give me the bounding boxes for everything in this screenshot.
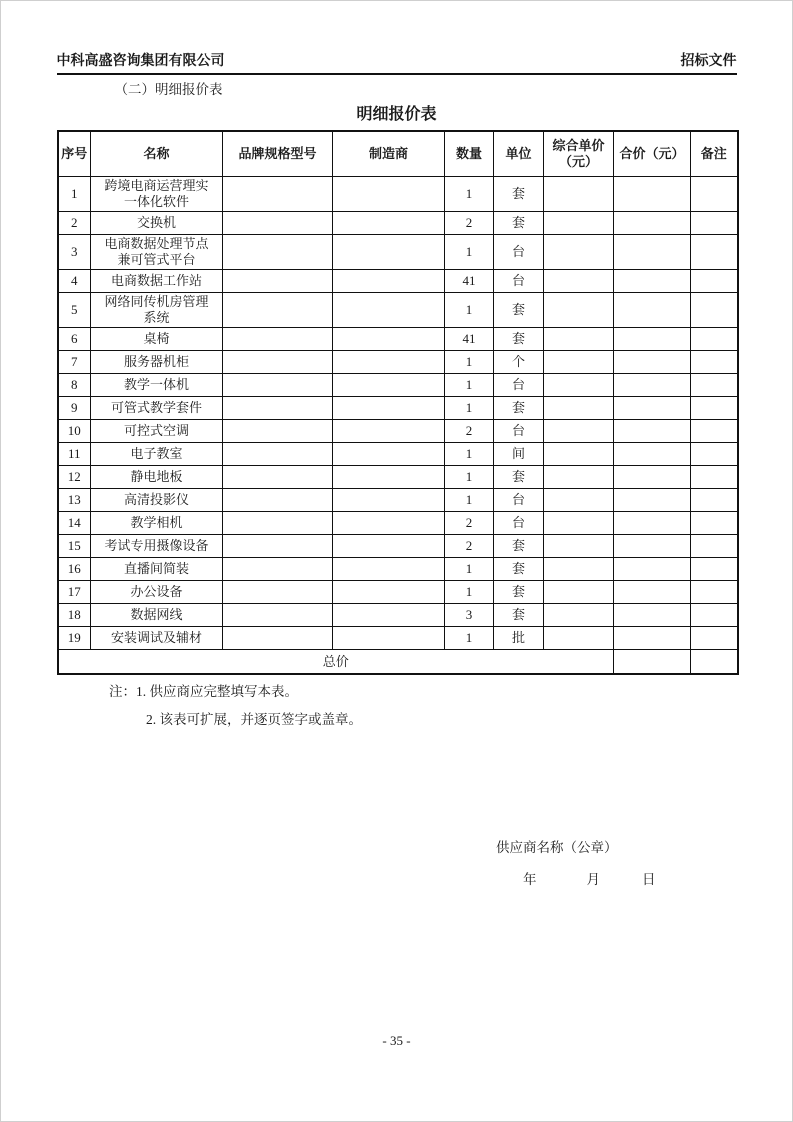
cell-quantity: 1: [445, 581, 494, 604]
cell-serial: 11: [58, 443, 91, 466]
cell-remark: [691, 351, 738, 374]
cell-serial: 3: [58, 235, 91, 270]
cell-unit: 套: [494, 177, 544, 212]
cell-name: 可控式空调: [91, 420, 223, 443]
table-header-row: [58, 131, 738, 177]
cell-brand-model: [223, 512, 333, 535]
cell-remark: [691, 177, 738, 212]
cell-brand-model: [223, 293, 333, 328]
cell-total-price: [614, 604, 691, 627]
date-year-label: 年: [523, 872, 537, 887]
cell-name: 直播间简装: [91, 558, 223, 581]
cell-total-price: [614, 270, 691, 293]
signature-block: [496, 839, 656, 889]
cell-remark: [691, 270, 738, 293]
cell-brand-model: [223, 270, 333, 293]
cell-brand-model: [223, 351, 333, 374]
date-line: [496, 871, 656, 889]
cell-name: 电商数据工作站: [91, 270, 223, 293]
cell-name: 电商数据处理节点兼可管式平台: [91, 235, 223, 270]
cell-unit-price: [544, 443, 614, 466]
cell-remark: [691, 420, 738, 443]
col-header-quantity: 数量: [445, 131, 494, 177]
cell-serial: 6: [58, 328, 91, 351]
cell-unit: 批: [494, 627, 544, 650]
col-header-remark: 备注: [691, 131, 738, 177]
document-type-label: 招标文件: [680, 54, 737, 69]
cell-brand-model: [223, 558, 333, 581]
cell-serial: 7: [58, 351, 91, 374]
cell-manufacturer: [333, 443, 445, 466]
table-row: [58, 270, 738, 293]
table-row: [58, 177, 738, 212]
cell-unit: 台: [494, 235, 544, 270]
cell-manufacturer: [333, 351, 445, 374]
notes-block: [109, 683, 362, 729]
cell-total-price: [614, 466, 691, 489]
cell-unit: 套: [494, 293, 544, 328]
cell-brand-model: [223, 627, 333, 650]
cell-serial: 16: [58, 558, 91, 581]
cell-serial: 15: [58, 535, 91, 558]
cell-total-price: [614, 558, 691, 581]
table-row: [58, 604, 738, 627]
note-prefix: 注：: [109, 684, 136, 699]
cell-unit-price: [544, 374, 614, 397]
cell-brand-model: [223, 420, 333, 443]
cell-quantity: 1: [445, 351, 494, 374]
table-row: [58, 581, 738, 604]
cell-total-price: [614, 351, 691, 374]
cell-name: 可管式教学套件: [91, 397, 223, 420]
cell-serial: 19: [58, 627, 91, 650]
table-row: [58, 212, 738, 235]
cell-unit: 套: [494, 397, 544, 420]
section-heading: （二）明细报价表: [114, 82, 223, 97]
cell-unit-price: [544, 212, 614, 235]
note-line-1: [109, 683, 362, 701]
cell-brand-model: [223, 466, 333, 489]
cell-total-price: [614, 212, 691, 235]
cell-unit: 套: [494, 558, 544, 581]
cell-name: 数据网线: [91, 604, 223, 627]
cell-unit: 个: [494, 351, 544, 374]
cell-manufacturer: [333, 512, 445, 535]
cell-serial: 4: [58, 270, 91, 293]
cell-unit: 台: [494, 374, 544, 397]
cell-unit-price: [544, 558, 614, 581]
cell-quantity: 1: [445, 489, 494, 512]
cell-brand-model: [223, 177, 333, 212]
cell-serial: 2: [58, 212, 91, 235]
cell-manufacturer: [333, 397, 445, 420]
cell-total-price: [614, 177, 691, 212]
cell-name: 静电地板: [91, 466, 223, 489]
cell-unit-price: [544, 535, 614, 558]
cell-remark: [691, 212, 738, 235]
cell-manufacturer: [333, 212, 445, 235]
cell-quantity: 1: [445, 177, 494, 212]
cell-unit-price: [544, 177, 614, 212]
cell-unit: 套: [494, 535, 544, 558]
total-remark-cell: [691, 650, 738, 675]
table-row: [58, 420, 738, 443]
total-label-cell: 总价: [58, 650, 614, 675]
table-title: 明细报价表: [356, 106, 437, 123]
cell-serial: 12: [58, 466, 91, 489]
cell-remark: [691, 374, 738, 397]
cell-quantity: 2: [445, 212, 494, 235]
cell-unit-price: [544, 466, 614, 489]
cell-unit: 台: [494, 489, 544, 512]
cell-name: 桌椅: [91, 328, 223, 351]
cell-remark: [691, 235, 738, 270]
cell-serial: 18: [58, 604, 91, 627]
col-header-name: 名称: [91, 131, 223, 177]
cell-remark: [691, 328, 738, 351]
cell-quantity: 1: [445, 627, 494, 650]
cell-name: 教学相机: [91, 512, 223, 535]
cell-quantity: 41: [445, 270, 494, 293]
table-row: [58, 535, 738, 558]
cell-total-price: [614, 535, 691, 558]
table-row: [58, 235, 738, 270]
total-price-cell: [614, 650, 691, 675]
cell-brand-model: [223, 604, 333, 627]
cell-quantity: 2: [445, 512, 494, 535]
cell-remark: [691, 558, 738, 581]
cell-name: 办公设备: [91, 581, 223, 604]
note-line-2: 2. 该表可扩展，并逐页签字或盖章。: [146, 712, 362, 727]
cell-quantity: 1: [445, 558, 494, 581]
cell-serial: 13: [58, 489, 91, 512]
table-row: [58, 443, 738, 466]
cell-unit-price: [544, 397, 614, 420]
cell-quantity: 2: [445, 420, 494, 443]
cell-unit: 套: [494, 581, 544, 604]
table-row: [58, 397, 738, 420]
cell-unit-price: [544, 270, 614, 293]
cell-unit: 套: [494, 604, 544, 627]
cell-remark: [691, 466, 738, 489]
cell-manufacturer: [333, 293, 445, 328]
cell-total-price: [614, 420, 691, 443]
cell-remark: [691, 581, 738, 604]
table-row: [58, 374, 738, 397]
cell-name: 交换机: [91, 212, 223, 235]
cell-quantity: 1: [445, 374, 494, 397]
cell-serial: 10: [58, 420, 91, 443]
cell-quantity: 2: [445, 535, 494, 558]
cell-manufacturer: [333, 177, 445, 212]
cell-manufacturer: [333, 558, 445, 581]
cell-quantity: 1: [445, 443, 494, 466]
col-header-manufacturer: 制造商: [333, 131, 445, 177]
col-header-unit-price: 综合单价（元）: [544, 131, 614, 177]
cell-manufacturer: [333, 604, 445, 627]
table-row: [58, 328, 738, 351]
cell-manufacturer: [333, 420, 445, 443]
cell-manufacturer: [333, 235, 445, 270]
table-row: [58, 512, 738, 535]
date-month-label: 月: [586, 872, 600, 887]
cell-brand-model: [223, 374, 333, 397]
quotation-table: [57, 130, 739, 675]
cell-remark: [691, 397, 738, 420]
cell-name: 高清投影仪: [91, 489, 223, 512]
cell-quantity: 1: [445, 397, 494, 420]
date-day-label: 日: [642, 872, 656, 887]
document-header: [57, 53, 737, 75]
cell-total-price: [614, 512, 691, 535]
table-row: [58, 351, 738, 374]
cell-remark: [691, 535, 738, 558]
cell-unit-price: [544, 512, 614, 535]
cell-serial: 5: [58, 293, 91, 328]
company-name: 中科高盛咨询集团有限公司: [56, 54, 225, 69]
cell-manufacturer: [333, 627, 445, 650]
cell-brand-model: [223, 443, 333, 466]
cell-brand-model: [223, 235, 333, 270]
cell-brand-model: [223, 212, 333, 235]
total-row: [58, 650, 738, 675]
cell-manufacturer: [333, 489, 445, 512]
cell-manufacturer: [333, 374, 445, 397]
cell-unit: 套: [494, 212, 544, 235]
cell-total-price: [614, 374, 691, 397]
cell-brand-model: [223, 397, 333, 420]
cell-total-price: [614, 328, 691, 351]
cell-manufacturer: [333, 466, 445, 489]
cell-remark: [691, 293, 738, 328]
cell-quantity: 41: [445, 328, 494, 351]
cell-remark: [691, 627, 738, 650]
cell-unit: 台: [494, 420, 544, 443]
cell-unit-price: [544, 604, 614, 627]
cell-quantity: 1: [445, 235, 494, 270]
cell-serial: 9: [58, 397, 91, 420]
cell-quantity: 1: [445, 293, 494, 328]
cell-unit: 套: [494, 328, 544, 351]
cell-total-price: [614, 627, 691, 650]
table-body: [58, 177, 738, 650]
cell-unit-price: [544, 351, 614, 374]
cell-quantity: 1: [445, 466, 494, 489]
cell-total-price: [614, 489, 691, 512]
col-header-brand-model: 品牌规格型号: [223, 131, 333, 177]
cell-unit-price: [544, 235, 614, 270]
col-header-total-price: 合价（元）: [614, 131, 691, 177]
cell-name: 安装调试及辅材: [91, 627, 223, 650]
cell-brand-model: [223, 535, 333, 558]
cell-unit-price: [544, 293, 614, 328]
cell-brand-model: [223, 489, 333, 512]
cell-unit: 台: [494, 270, 544, 293]
cell-remark: [691, 443, 738, 466]
cell-unit-price: [544, 489, 614, 512]
cell-serial: 17: [58, 581, 91, 604]
content-area: [57, 1, 737, 675]
cell-brand-model: [223, 328, 333, 351]
cell-total-price: [614, 235, 691, 270]
cell-unit-price: [544, 420, 614, 443]
cell-manufacturer: [333, 328, 445, 351]
table-row: [58, 558, 738, 581]
cell-total-price: [614, 581, 691, 604]
table-row: [58, 489, 738, 512]
cell-total-price: [614, 293, 691, 328]
cell-total-price: [614, 397, 691, 420]
cell-name: 考试专用摄像设备: [91, 535, 223, 558]
cell-serial: 14: [58, 512, 91, 535]
cell-manufacturer: [333, 535, 445, 558]
col-header-unit: 单位: [494, 131, 544, 177]
cell-serial: 8: [58, 374, 91, 397]
cell-unit: 台: [494, 512, 544, 535]
cell-remark: [691, 604, 738, 627]
note-1-text: 1. 供应商应完整填写本表。: [136, 684, 298, 699]
cell-remark: [691, 489, 738, 512]
table-row: [58, 293, 738, 328]
cell-name: 服务器机柜: [91, 351, 223, 374]
cell-name: 电子教室: [91, 443, 223, 466]
cell-name: 网络同传机房管理系统: [91, 293, 223, 328]
cell-name: 跨境电商运营理实一体化软件: [91, 177, 223, 212]
cell-unit: 间: [494, 443, 544, 466]
supplier-seal-label: 供应商名称（公章）: [496, 840, 618, 855]
cell-brand-model: [223, 581, 333, 604]
table-row: [58, 466, 738, 489]
page-number: - 35 -: [382, 1033, 411, 1048]
cell-unit-price: [544, 328, 614, 351]
cell-unit-price: [544, 581, 614, 604]
cell-name: 教学一体机: [91, 374, 223, 397]
cell-manufacturer: [333, 581, 445, 604]
cell-unit: 套: [494, 466, 544, 489]
table-row: [58, 627, 738, 650]
cell-remark: [691, 512, 738, 535]
col-header-serial: 序号: [58, 131, 91, 177]
cell-serial: 1: [58, 177, 91, 212]
cell-total-price: [614, 443, 691, 466]
cell-manufacturer: [333, 270, 445, 293]
cell-quantity: 3: [445, 604, 494, 627]
cell-unit-price: [544, 627, 614, 650]
